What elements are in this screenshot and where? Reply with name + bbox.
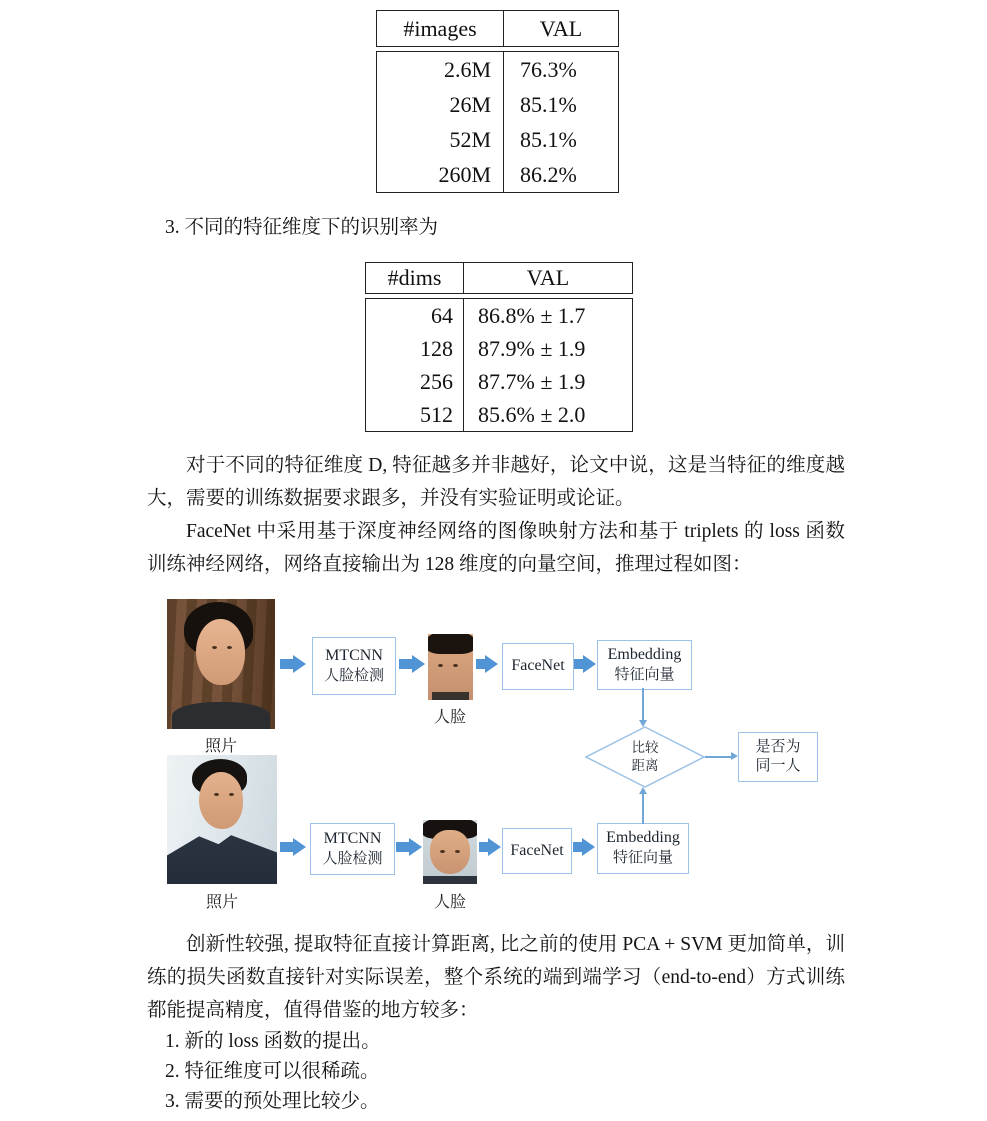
face-skin	[430, 830, 470, 874]
table-header-row	[376, 10, 619, 47]
facenet-box-2	[502, 828, 572, 874]
cell-images: 52M	[377, 122, 504, 157]
embedding-label-en: Embedding	[607, 645, 682, 663]
facenet-box-1	[502, 643, 574, 690]
dims-val-table	[365, 262, 633, 432]
embedding-label-cn: 特征向量	[614, 666, 675, 683]
cell-images: 26M	[377, 87, 504, 122]
arrow-face1-to-facenet	[476, 655, 498, 673]
cell-val: 86.8% ± 1.7	[478, 302, 586, 328]
paragraph-feature-dims: 对于不同的特征维度 D, 特征越多并非越好，论文中说，这是当特征的维度越大，需要的训练数据要求跟多，并没有实验证明或论证。	[147, 455, 845, 509]
face-collar	[432, 692, 470, 700]
photo-face	[196, 619, 245, 685]
arrow-photo1-to-mtcnn	[280, 655, 306, 673]
table-body	[376, 51, 619, 193]
input-photo-2	[167, 755, 277, 884]
connector-embedding1-to-diamond	[642, 688, 644, 721]
cell-dims: 128	[366, 332, 464, 365]
embedding-box-2	[597, 823, 689, 874]
paragraph-facenet-intro: FaceNet 中采用基于深度神经网络的图像映射方法和基于 triplets 的 loss 函数训练神经网络，网络直接输出为 128 维度的向量空间，推理过程如图：	[147, 521, 845, 575]
face-caption-2: 人脸	[433, 894, 466, 911]
col-header-val: VAL	[526, 265, 570, 290]
face-caption-1: 人脸	[433, 709, 466, 726]
list-item-1: 1. 新的 loss 函数的提出。	[165, 1031, 381, 1052]
table-header-row	[365, 262, 633, 294]
input-photo-1	[167, 599, 275, 729]
images-val-table	[376, 10, 619, 193]
photo-torso	[172, 702, 269, 729]
cell-val: 86.2%	[520, 161, 577, 187]
photo-caption-2: 照片	[205, 894, 238, 911]
arrow-facenet2-to-embedding	[573, 838, 595, 856]
table-row	[377, 52, 618, 87]
connector-diamond-to-result	[705, 756, 731, 758]
mtcnn-box-2	[310, 823, 395, 875]
diamond-label-line2: 距离	[631, 758, 659, 773]
face-hair	[428, 634, 473, 654]
mtcnn-box-1	[312, 637, 396, 695]
face-collar	[423, 876, 477, 884]
mtcnn-label-en: MTCNN	[323, 829, 382, 847]
paragraph-innovation: 创新性较强, 提取特征直接计算距离, 比之前的使用 PCA + SVM 更加简单，训练的损失函数直接针对实际误差，整个系统的端到端学习（end-to-end）方式训练都能提高精度，值得借鉴的地方较多：	[147, 934, 845, 1021]
facenet-label: FaceNet	[510, 841, 564, 859]
face-eyes	[440, 850, 445, 853]
table-row	[377, 157, 618, 192]
table-row	[366, 332, 632, 365]
table-row	[366, 365, 632, 398]
face-eyes	[438, 664, 443, 667]
embedding-label-cn: 特征向量	[612, 850, 673, 867]
photo-suit	[167, 827, 277, 884]
diamond-label-line1: 比较	[631, 739, 659, 755]
cell-val: 87.9% ± 1.9	[478, 335, 586, 361]
arrowhead-up-icon	[639, 787, 647, 794]
cell-val: 85.1%	[520, 91, 577, 117]
table-row	[377, 122, 618, 157]
mtcnn-label-cn: 人脸检测	[323, 667, 384, 684]
cell-val: 87.7% ± 1.9	[478, 368, 586, 394]
col-header-val: VAL	[539, 15, 583, 41]
compare-distance-diamond	[585, 726, 705, 788]
arrowhead-down-icon	[639, 720, 647, 727]
col-header-dims: #dims	[366, 263, 464, 293]
mtcnn-label-cn: 人脸检测	[322, 850, 383, 867]
arrow-mtcnn2-to-face	[396, 838, 422, 856]
table-body	[365, 298, 633, 432]
cell-images: 2.6M	[377, 52, 504, 87]
mtcnn-label-en: MTCNN	[325, 646, 383, 664]
cell-dims: 64	[366, 299, 464, 332]
cell-dims: 512	[366, 398, 464, 431]
cell-val: 85.6% ± 2.0	[478, 401, 586, 427]
table-row	[366, 299, 632, 332]
cell-val: 85.1%	[520, 126, 577, 152]
arrow-face2-to-facenet	[479, 838, 501, 856]
embedding-label-en: Embedding	[606, 829, 680, 847]
cell-images: 260M	[377, 157, 504, 192]
cell-val: 76.3%	[520, 56, 577, 82]
arrow-mtcnn1-to-face	[399, 655, 425, 673]
result-label-line1: 是否为	[755, 738, 801, 755]
photo-eyes	[212, 646, 217, 649]
photo-face	[199, 772, 243, 829]
same-person-box	[738, 732, 818, 782]
table-row	[377, 87, 618, 122]
cell-dims: 256	[366, 365, 464, 398]
arrowhead-right-icon	[731, 752, 738, 760]
table-row	[366, 398, 632, 431]
list-heading-dims: 3. 不同的特征维度下的识别率为	[165, 217, 439, 238]
photo-eyes	[214, 793, 219, 796]
result-label-line2: 同一人	[755, 758, 801, 774]
face-crop-2	[423, 820, 477, 884]
facenet-label: FaceNet	[511, 657, 565, 675]
connector-embedding2-to-diamond	[642, 793, 644, 824]
col-header-images: #images	[377, 11, 504, 46]
embedding-box-1	[597, 640, 692, 690]
list-item-3: 3. 需要的预处理比较少。	[165, 1091, 380, 1112]
photo-caption-1: 照片	[204, 738, 237, 755]
arrow-photo2-to-mtcnn	[280, 838, 306, 856]
face-crop-1	[428, 634, 473, 700]
list-item-2: 2. 特征维度可以很稀疏。	[165, 1061, 380, 1082]
arrow-facenet1-to-embedding	[574, 655, 596, 673]
